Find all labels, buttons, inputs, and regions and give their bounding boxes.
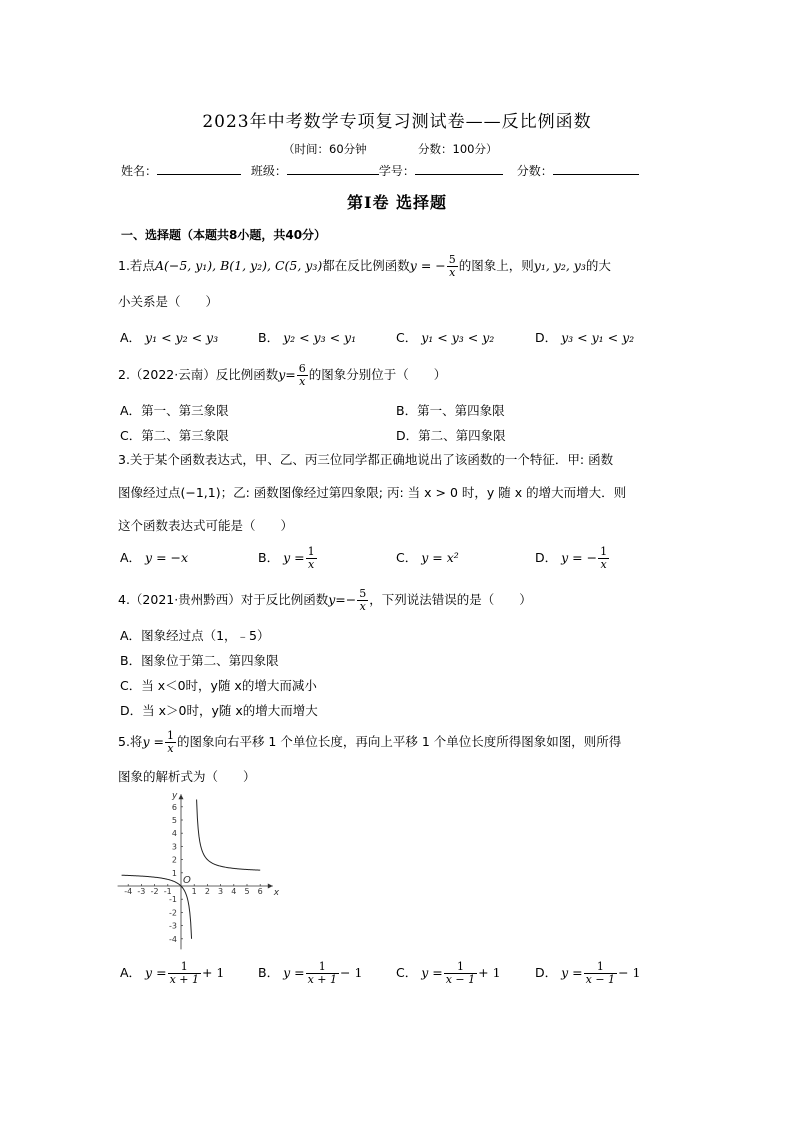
- x-tick-label: -1: [163, 887, 172, 896]
- y-tick-label: -3: [169, 921, 177, 931]
- student-info-row: [121, 162, 639, 179]
- origin-label: O: [183, 875, 191, 886]
- q5-option-a[interactable]: A． y = $\frac{1}{x + 1}$ + 1: [120, 960, 225, 986]
- x-axis-label: x: [273, 888, 280, 898]
- q2-option-a[interactable]: A．第一、第三象限: [120, 403, 229, 418]
- question-5: 5.将y = $\frac{1}{x}$ 的图象向右平移 1 个单位长度，再向上平移 1 个单位长度所得图象如图，则所得: [118, 729, 622, 755]
- q4-option-a[interactable]: A．图象经过点（1，﹣5）: [120, 628, 270, 643]
- y-tick-label: 4: [171, 829, 177, 839]
- question-3-line2: 图像经过点(−1,1)；乙: 函数图像经过第四象限; 丙: 当 x > 0 时，y 随 x 的增大而增大．则: [118, 485, 627, 500]
- volume-title: 第Ⅰ卷 选择题: [346, 193, 448, 212]
- q5-option-b[interactable]: B． y = $\frac{1}{x + 1}$ − 1: [258, 960, 363, 986]
- x-tick-label: 1: [191, 887, 197, 896]
- q5-graph: [115, 788, 280, 946]
- q1-option-b[interactable]: B． y₂ < y₃ < y₁: [258, 330, 357, 345]
- y-tick-label: 3: [171, 842, 177, 852]
- q1-option-c[interactable]: C． y₁ < y₃ < y₂: [396, 330, 495, 345]
- x-tick-label: 6: [257, 887, 263, 896]
- section-title: 一、选择题（本题共8小题，共40分）: [121, 228, 327, 242]
- x-tick-label: -3: [137, 887, 146, 896]
- q4-option-d[interactable]: D．当 x＞0时，y随 x的增大而增大: [120, 703, 318, 718]
- curve-right-branch: [197, 799, 261, 870]
- fraction: $\frac{5}{x}$: [448, 253, 456, 279]
- name-blank[interactable]: [157, 162, 241, 175]
- question-3-line1: 3.关于某个函数表达式，甲、乙、丙三位同学都正确地说出了该函数的一个特征．甲: 函数: [118, 452, 614, 467]
- name-label: 姓名：: [121, 164, 158, 178]
- fraction: $\frac{5}{x}$: [359, 587, 367, 613]
- x-tick-label: 5: [244, 887, 250, 896]
- question-1-line2: 小关系是（ ）: [118, 294, 219, 309]
- question-3-line3: 这个函数表达式可能是（ ）: [118, 518, 294, 533]
- class-label: 班级：: [250, 164, 287, 178]
- q5-option-d[interactable]: D． y = $\frac{1}{x - 1}$ − 1: [535, 960, 641, 986]
- score-blank[interactable]: [553, 162, 639, 175]
- x-tick-label: 2: [204, 887, 210, 896]
- y-tick-label: 2: [171, 855, 177, 865]
- x-tick-label: -2: [150, 887, 159, 896]
- y-axis-arrow: [179, 794, 184, 799]
- q3-option-c[interactable]: C． y = x²: [396, 550, 459, 565]
- graph-layer: [118, 791, 280, 949]
- id-blank[interactable]: [415, 162, 503, 175]
- question-2: 2.（2022·云南）反比例函数y= $\frac{6}{x}$ 的图象分别位于（ ）: [118, 362, 447, 388]
- fraction: $\frac{6}{x}$: [298, 362, 306, 388]
- score-label: 分数：: [516, 164, 553, 178]
- question-4: 4.（2021·贵州黔西）对于反比例函数y=− $\frac{5}{x}$ ，下列说法错误的是（ ）: [118, 587, 532, 613]
- y-tick-label: 5: [171, 816, 177, 825]
- q5-option-c[interactable]: C． y = $\frac{1}{x - 1}$ + 1: [396, 960, 501, 986]
- page-title: 2023年中考数学专项复习测试卷——反比例函数: [202, 112, 592, 132]
- q1-option-a[interactable]: A． y₁ < y₂ < y₃: [120, 330, 219, 345]
- q1-option-d[interactable]: D． y₃ < y₁ < y₂: [535, 330, 635, 345]
- time-limit: （时间：60分钟: [283, 142, 367, 156]
- y-axis-label: y: [172, 791, 178, 802]
- q2-option-c[interactable]: C．第二、第三象限: [120, 428, 229, 443]
- y-tick-label: -2: [169, 908, 177, 918]
- q3-option-b[interactable]: B． y = $\frac{1}{x}$: [258, 545, 315, 571]
- q3-option-d[interactable]: D． y = − $\frac{1}{x}$: [535, 545, 608, 571]
- q4-option-c[interactable]: C．当 x＜0时，y随 x的增大而减小: [120, 678, 317, 693]
- x-tick-label: 4: [231, 887, 237, 896]
- q2-option-d[interactable]: D．第二、第四象限: [396, 428, 506, 443]
- x-tick-label: -4: [124, 887, 133, 896]
- y-tick-label: 1: [171, 868, 177, 878]
- question-1: 1.若点A(−5, y₁), B(1, y₂), C(5, y₃)都在反比例函数y = − $\frac{5}{x}$ 的图象上，则y₁, y₂, y₃的大: [118, 253, 611, 279]
- y-tick-label: -1: [169, 895, 177, 905]
- id-label: 学号：: [378, 164, 415, 178]
- q3-option-a[interactable]: A． y = −x: [120, 550, 189, 565]
- question-5-line2: 图象的解析式为（ ）: [118, 769, 256, 784]
- y-tick-label: -4: [169, 934, 177, 944]
- q2-option-b[interactable]: B．第一、第四象限: [396, 403, 505, 418]
- fraction: $\frac{1}{x}$: [166, 729, 174, 755]
- x-axis-arrow: [268, 884, 273, 889]
- class-blank[interactable]: [287, 162, 379, 175]
- y-tick-label: 6: [171, 802, 177, 812]
- total-score: 分数：100分）: [418, 142, 498, 156]
- x-tick-label: 3: [218, 887, 224, 896]
- q4-option-b[interactable]: B．图象位于第二、第四象限: [120, 653, 279, 668]
